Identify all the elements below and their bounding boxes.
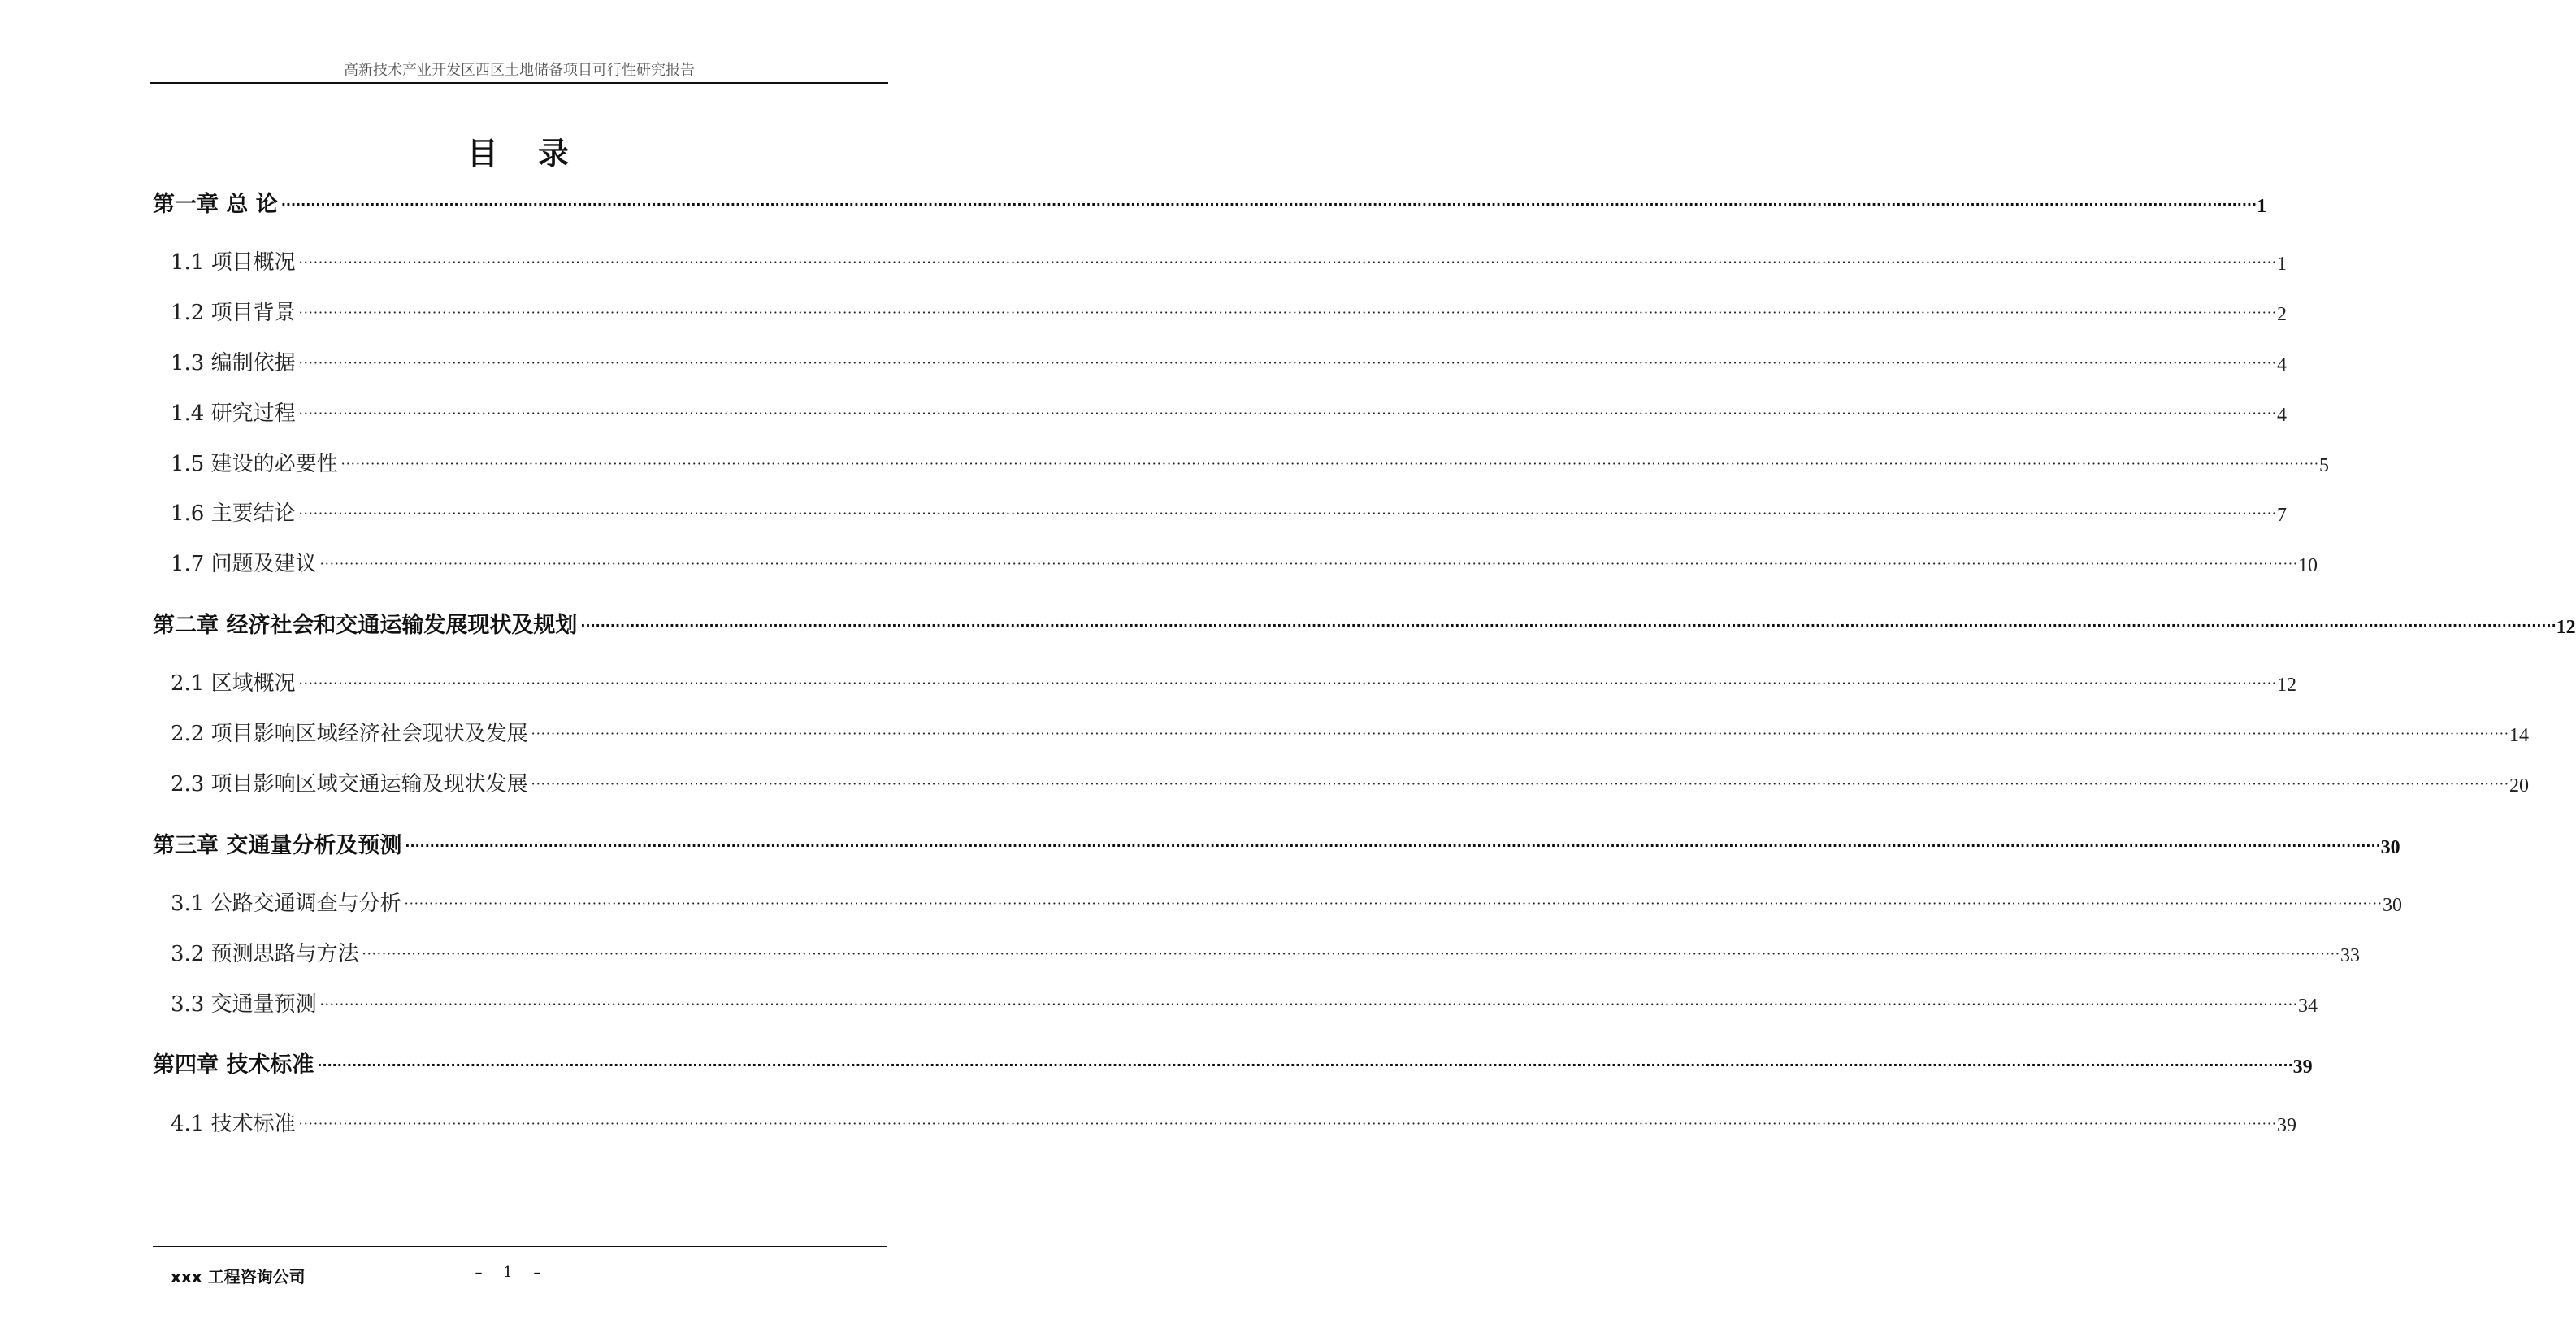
- header-rule: [150, 82, 888, 84]
- toc-entry-title: 2.2 项目影响区域经济社会现状及发展: [171, 722, 528, 746]
- toc-chapter-entry[interactable]: [153, 1049, 2313, 1078]
- toc-dot-leader: ················································································································································································································································································································································································································: [298, 675, 2277, 691]
- toc-section-entry[interactable]: [171, 718, 2529, 747]
- toc-entry-title: 1.6 主要结论: [171, 501, 296, 526]
- toc-entry-title: 2.3 项目影响区域交通运输及现状发展: [171, 772, 528, 796]
- toc-section-entry[interactable]: [171, 448, 2329, 477]
- toc-section-entry[interactable]: [171, 938, 2360, 967]
- toc-section-entry[interactable]: [171, 667, 2296, 697]
- toc-title: 目 录: [466, 136, 584, 171]
- toc-entry-title: 3.1 公路交通调查与分析: [171, 892, 401, 916]
- toc-dot-leader: ················································································································································································································································································································································································································: [340, 456, 2319, 471]
- toc-page-number: 39: [2277, 1115, 2296, 1136]
- toc-section-entry[interactable]: [171, 887, 2402, 917]
- toc-page-number: 12: [2556, 617, 2576, 638]
- toc-page-number: 5: [2319, 455, 2329, 476]
- toc-page-number: 4: [2277, 405, 2287, 426]
- toc-page-number: 1: [2277, 254, 2287, 275]
- toc-section-entry[interactable]: [171, 497, 2287, 527]
- toc-dot-leader: ················································································································································································································································································································································································································: [298, 1116, 2277, 1131]
- toc-entry-title: 3.3 交通量预测: [171, 992, 317, 1017]
- toc-page-number: 12: [2277, 675, 2296, 696]
- toc-page-number: 1: [2257, 196, 2267, 217]
- toc-dot-leader: ················································································································································································································································································································································································································: [319, 556, 2298, 571]
- toc-page-number: 33: [2340, 945, 2360, 966]
- toc-page-number: 14: [2509, 725, 2529, 746]
- toc-entry-title: 2.1 区域概况: [171, 671, 296, 696]
- toc-chapter-entry[interactable]: [153, 189, 2267, 218]
- toc-page-number: 2: [2277, 304, 2287, 325]
- toc-dot-leader: ················································································································································································································································································································································································································: [580, 618, 2556, 633]
- toc-entry-title: 1.4 研究过程: [171, 401, 296, 426]
- toc-page-number: 30: [2383, 895, 2402, 916]
- toc-page-number: 20: [2509, 775, 2529, 796]
- toc-dot-leader: ················································································································································································································································································································································································································: [531, 726, 2509, 741]
- toc-section-entry[interactable]: [171, 246, 2287, 276]
- toc-section-entry[interactable]: [171, 988, 2318, 1018]
- toc-entry-title: 3.2 预测思路与方法: [171, 942, 359, 966]
- toc-dot-leader: ················································································································································································································································································································································································································: [317, 1057, 2293, 1073]
- toc-entry-title: 4.1 技术标准: [171, 1112, 296, 1136]
- toc-page-number: 10: [2298, 555, 2318, 576]
- toc-dot-leader: ················································································································································································································································································································································································································: [362, 946, 2340, 961]
- toc-section-entry[interactable]: [171, 397, 2287, 427]
- toc-dot-leader: ················································································································································································································································································································································································································: [280, 197, 2257, 212]
- toc-page-number: 39: [2292, 1057, 2313, 1078]
- toc-dot-leader: ················································································································································································································································································································································································································: [319, 996, 2298, 1012]
- toc-section-entry[interactable]: [171, 768, 2529, 797]
- toc-section-entry[interactable]: [171, 548, 2318, 577]
- toc-entry-title: 1.5 建设的必要性: [171, 452, 338, 476]
- toc-dot-leader: ················································································································································································································································································································································································································: [531, 776, 2509, 792]
- toc-entry-title: 第四章 技术标准: [153, 1052, 314, 1078]
- toc-entry-title: 1.3 编制依据: [171, 351, 296, 375]
- toc-chapter-entry[interactable]: [153, 610, 2576, 639]
- toc-dot-leader: ················································································································································································································································································································································································································: [298, 254, 2277, 270]
- toc-section-entry[interactable]: [171, 297, 2287, 326]
- toc-page-number: 4: [2277, 354, 2287, 375]
- toc-page-number: 30: [2380, 837, 2400, 858]
- toc-section-entry[interactable]: [171, 347, 2287, 376]
- toc-entry-title: 第三章 交通量分析及预测: [153, 833, 402, 858]
- toc-dot-leader: ················································································································································································································································································································································································································: [298, 506, 2277, 521]
- toc-entry-title: 1.7 问题及建议: [171, 552, 317, 576]
- toc-dot-leader: ················································································································································································································································································································································································································: [298, 305, 2277, 320]
- toc-chapter-entry[interactable]: [153, 830, 2400, 859]
- toc-section-entry[interactable]: [171, 1108, 2296, 1137]
- footer-page-number: – 1 –: [475, 1264, 549, 1281]
- toc-dot-leader: ················································································································································································································································································································································································································: [404, 896, 2383, 911]
- footer-company: xxx 工程咨询公司: [171, 1267, 306, 1287]
- footer-rule: [153, 1246, 887, 1247]
- toc-page-number: 34: [2298, 996, 2318, 1017]
- toc-entry-title: 1.1 项目概况: [171, 250, 296, 275]
- running-header: 高新技术产业开发区西区土地储备项目可行性研究报告: [344, 62, 695, 79]
- toc-dot-leader: ················································································································································································································································································································································································································: [298, 406, 2277, 421]
- toc-page-number: 7: [2277, 505, 2287, 526]
- toc-entry-title: 第二章 经济社会和交通运输发展现状及规划: [153, 613, 578, 638]
- toc-dot-leader: ················································································································································································································································································································································································································: [405, 838, 2381, 853]
- toc-entry-title: 第一章 总 论: [153, 192, 278, 217]
- toc-dot-leader: ················································································································································································································································································································································································································: [298, 355, 2277, 371]
- toc-entry-title: 1.2 项目背景: [171, 301, 296, 325]
